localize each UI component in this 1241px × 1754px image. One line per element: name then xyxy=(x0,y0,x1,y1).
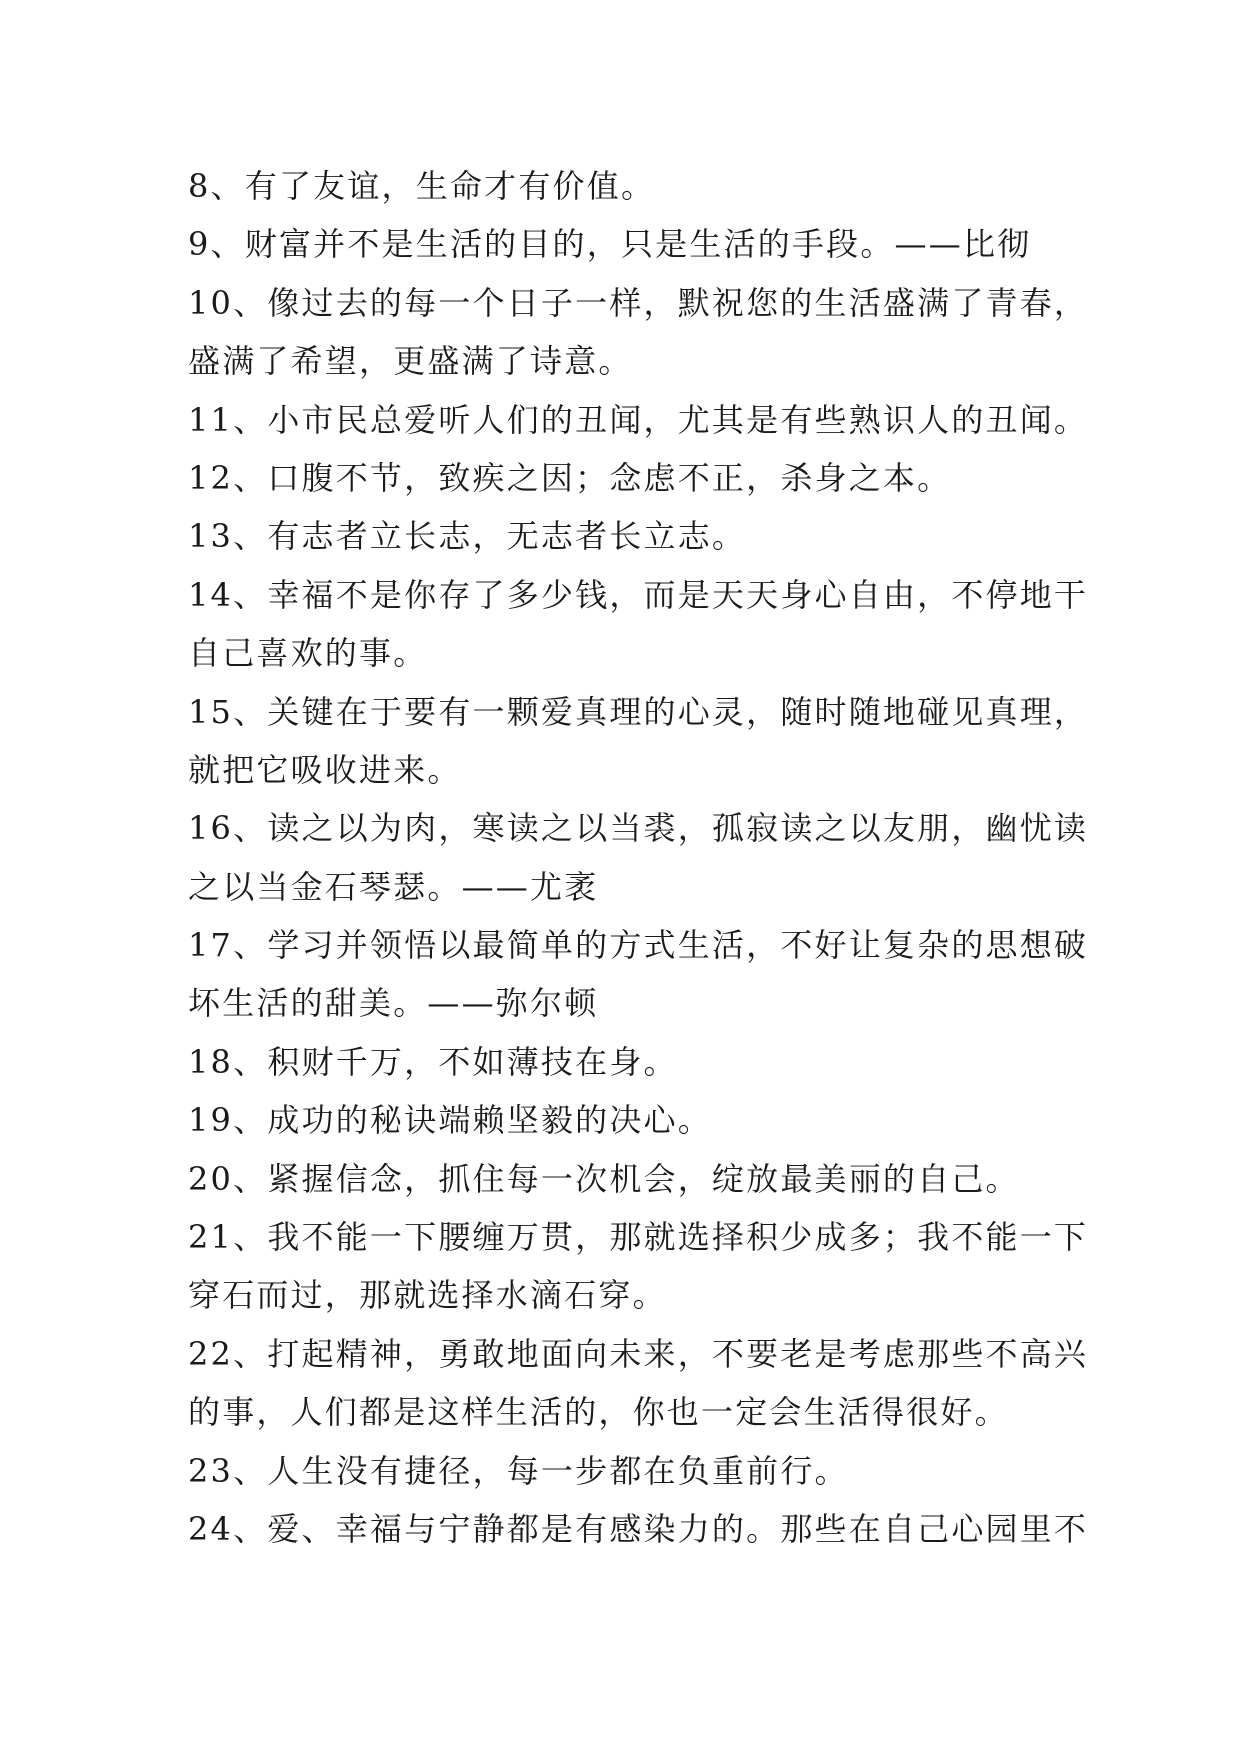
text-line: 坏生活的甜美。——弥尔顿 xyxy=(188,984,599,1023)
text-line: 18、积财千万，不如薄技在身。 xyxy=(188,1042,678,1081)
text-line: 21、我不能一下腰缠万贯，那就选择积少成多；我不能一下 xyxy=(188,1218,1089,1257)
text-line: 17、学习并领悟以最简单的方式生活，不好让复杂的思想破 xyxy=(188,926,1089,965)
text-line: 24、爱、幸福与宁静都是有感染力的。那些在自己心园里不 xyxy=(188,1509,1089,1548)
text-line: 20、紧握信念，抓住每一次机会，绽放最美丽的自己。 xyxy=(188,1159,1020,1198)
text-line: 10、像过去的每一个日子一样，默祝您的生活盛满了青春， xyxy=(188,283,1089,322)
text-line: 穿石而过，那就选择水滴石穿。 xyxy=(188,1276,667,1315)
text-line: 的事，人们都是这样生活的，你也一定会生活得很好。 xyxy=(188,1393,1009,1432)
text-line: 15、关键在于要有一颗爱真理的心灵，随时随地碰见真理， xyxy=(188,692,1089,731)
document-body xyxy=(188,157,1089,1558)
text-line: 之以当金石琴瑟。——尤袤 xyxy=(188,867,599,906)
text-line: 9、财富并不是生活的目的，只是生活的手段。——比彻 xyxy=(188,225,1032,264)
text-line: 8、有了友谊，生命才有价值。 xyxy=(188,167,656,205)
text-line: 23、人生没有捷径，每一步都在负重前行。 xyxy=(188,1451,849,1490)
text-line: 22、打起精神，勇敢地面向未来，不要老是考虑那些不高兴 xyxy=(188,1334,1089,1373)
text-line: 14、幸福不是你存了多少钱，而是天天身心自由，不停地干 xyxy=(188,575,1089,614)
text-line: 就把它吸收进来。 xyxy=(188,750,462,789)
text-line: 自己喜欢的事。 xyxy=(188,634,428,673)
text-line: 12、口腹不节，致疾之因；念虑不正，杀身之本。 xyxy=(188,458,952,497)
text-line: 11、小市民总爱听人们的丑闻，尤其是有些熟识人的丑闻。 xyxy=(188,400,1089,439)
text-line: 16、读之以为肉，寒读之以当裘，孤寂读之以友朋，幽忧读 xyxy=(188,809,1089,848)
text-line: 盛满了希望，更盛满了诗意。 xyxy=(188,342,633,381)
text-line: 13、有志者立长志，无志者长立志。 xyxy=(188,517,747,556)
text-line: 19、成功的秘诀端赖坚毅的决心。 xyxy=(188,1101,712,1140)
